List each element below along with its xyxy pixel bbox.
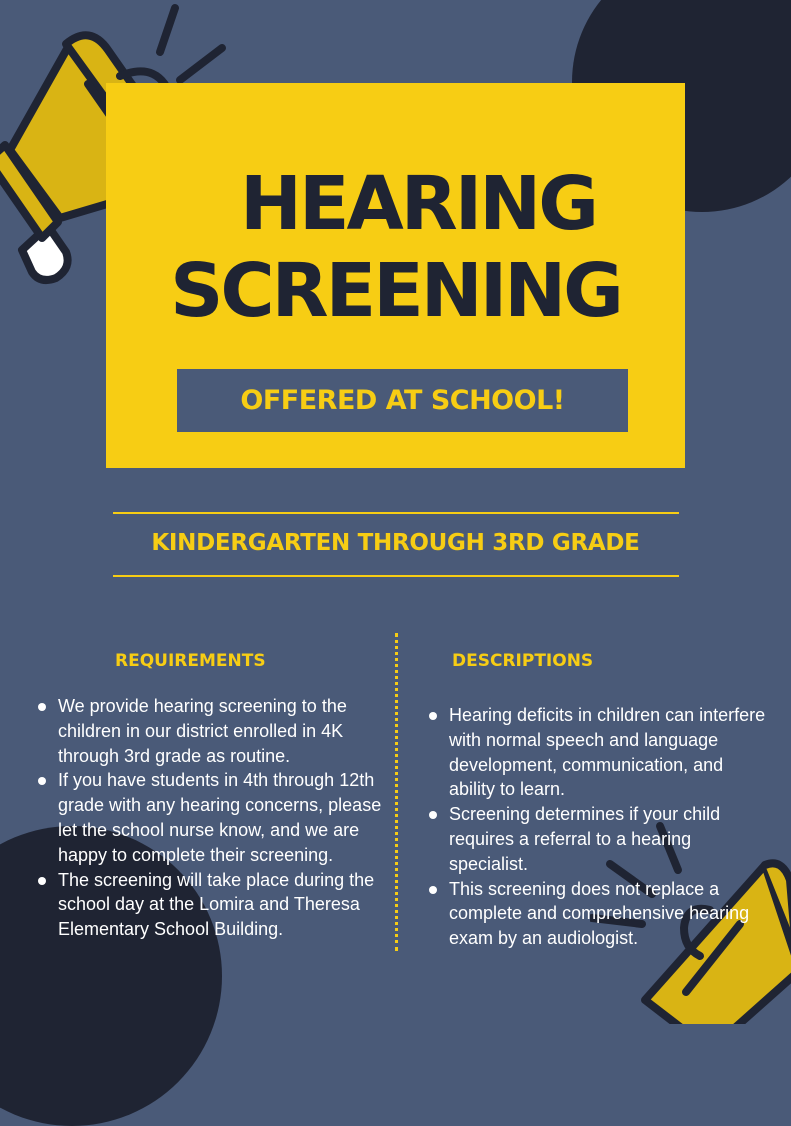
list-item: This screening does not replace a complete and comprehensive hearing exam by an audiologist. (426, 877, 766, 951)
title-banner (106, 83, 685, 468)
column-divider (395, 633, 398, 951)
divider-top (113, 512, 679, 514)
list-item: Screening determines if your child requires a referral to a hearing specialist. (426, 802, 766, 876)
page-title-line-2: SCREENING (170, 248, 621, 334)
requirements-heading: REQUIREMENTS (115, 651, 266, 671)
list-item: The screening will take place during the school day at the Lomira and Theresa Elementary School Building. (35, 868, 385, 942)
descriptions-list (426, 703, 766, 951)
grade-range: KINDERGARTEN THROUGH 3RD GRADE (151, 530, 640, 556)
list-item: We provide hearing screening to the children in our district enrolled in 4K through 3rd grade as routine. (35, 694, 385, 768)
list-item: If you have students in 4th through 12th grade with any hearing concerns, please let the school nurse know, and we are happy to complete their screening. (35, 768, 385, 867)
divider-bottom (113, 575, 679, 577)
page-title-line-1: HEARING (240, 161, 596, 247)
descriptions-heading: DESCRIPTIONS (452, 651, 594, 671)
requirements-list (35, 694, 385, 942)
list-item: Hearing deficits in children can interfere with normal speech and language development, communication, and ability to learn. (426, 703, 766, 802)
subtitle-badge: OFFERED AT SCHOOL! (177, 369, 628, 432)
